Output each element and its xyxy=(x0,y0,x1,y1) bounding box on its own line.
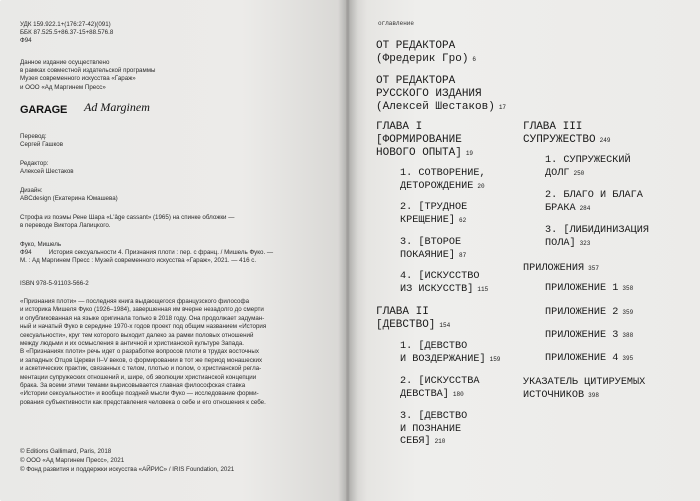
toc-chapter-3: ГЛАВА III СУПРУЖЕСТВО 249 xyxy=(523,121,611,146)
toc-section: 3. [ЛИБИДИНИЗАЦИЯ ПОЛА] 323 xyxy=(545,225,649,249)
toc-section: 2. БЛАГО И БЛАГА БРАКА 284 xyxy=(545,190,643,214)
toc-section: 1. СУПРУЖЕСКИЙ ДОЛГ 250 xyxy=(545,155,631,179)
toc-section: 4. [ИСКУССТВО ИЗ ИСКУССТВ] 115 xyxy=(400,271,489,295)
isbn: ISBN 978-5-91103-566-2 xyxy=(20,280,89,287)
toc-appendix: ПРИЛОЖЕНИЕ 2 359 xyxy=(545,307,634,318)
udk-line: УДК 159.922.1+(176:27-42)(091) xyxy=(20,21,111,28)
toc-appendix: ПРИЛОЖЕНИЕ 1 358 xyxy=(545,283,634,294)
garage-logo: GARAGE xyxy=(20,104,68,116)
ad-marginem-logo: Ad Marginem xyxy=(84,100,150,114)
toc-header: оглавление xyxy=(378,20,415,27)
toc-section: 2. [ИСКУССТВА ДЕВСТВА] 180 xyxy=(400,376,480,400)
toc-chapter-1: ГЛАВА I [ФОРМИРОВАНИЕ НОВОГО ОПЫТА] 19 xyxy=(376,121,474,159)
toc-section: 3. [ВТОРОЕ ПОКАЯНИЕ] 87 xyxy=(400,237,467,261)
toc-chapter-2: ГЛАВА II [ДЕВСТВО] 154 xyxy=(376,306,451,331)
cover-note: Строфа из поэмы Рене Шара «L'âge cassant» (1965) на спинке обложки — в переводе Виктора Лапицкого. xyxy=(20,214,235,230)
toc-section: 3. [ДЕВСТВО И ПОЗНАНИЕ СЕБЯ] 210 xyxy=(400,411,468,447)
toc-appendices: ПРИЛОЖЕНИЯ 357 xyxy=(523,263,599,274)
catalog-card: Фуко, Мишель Ф94 История сексуальности 4. Признания плоти : пер. с франц. / Мишель Фуко. — М. : Ад Маргинем Пресс : Музей современного искусства «Гараж», 2021. — 416 с. xyxy=(20,241,274,265)
book-gutter xyxy=(338,0,358,501)
toc-entry-russian-editor: ОТ РЕДАКТОРА РУССКОГО ИЗДАНИЯ (Алексей Шестаков) 17 xyxy=(376,75,507,113)
classification-block xyxy=(20,21,320,46)
editor-block: Редактор: Алексей Шестаков xyxy=(20,160,74,176)
toc-section: 1. [ДЕВСТВО И ВОЗДЕРЖАНИЕ] 159 xyxy=(400,341,501,365)
toc-appendix: ПРИЛОЖЕНИЕ 4 395 xyxy=(545,353,634,364)
toc-section: 1. СОТВОРЕНИЕ, ДЕТОРОЖДЕНИЕ 20 xyxy=(400,168,486,192)
toc-appendix: ПРИЛОЖЕНИЕ 3 388 xyxy=(545,330,634,341)
translator-block: Перевод: Сергей Гашков xyxy=(20,133,64,149)
copyright-block: © Editions Gallimard, Paris, 2018 © ООО «Ад Маргинем Пресс», 2021 © Фонд развития и поддержки искусства «АЙРИС» / IRIS Foundation, 2021 xyxy=(20,448,235,473)
toc-index: УКАЗАТЕЛЬ ЦИТИРУЕМЫХ ИСТОЧНИКОВ 398 xyxy=(523,377,646,401)
design-block: Дизайн: ABCdesign (Екатерина Юмашева) xyxy=(20,187,118,203)
bbk-line: ББК 87.525.5+86.37-15+88.576.8 xyxy=(20,29,114,37)
toc-section: 2. [ТРУДНОЕ КРЕЩЕНИЕ] 62 xyxy=(400,202,468,226)
left-page xyxy=(0,0,346,501)
f94-line: Ф94 xyxy=(20,37,32,45)
toc-entry-editor: ОТ РЕДАКТОРА (Фредерик Гро) 6 xyxy=(376,40,477,65)
annotation: «Признания плоти» — последняя книга выдающегося французского философа и историка Мишеля Фуко (1926–1984), завершенная им вчерне незадолго до смерти и опубликованная на языке оригинала только в 2018 году. Она продолжает задуман- ный и начатый Фуко в середине 1970-х годов проект под общим названием «История сексуальности», круг тем которого выходит далеко за рамки половых отношений между людьми и их осмысления в античной и христианской культуре Запада. В «Признаниях плоти» речь идет о разработке вопросов плоти в трудах восточных и западных Отцов Церкви II–V веков, о формировании в тот же период монашеских и аскетических практик, связанных с телом, плотью и полом, о христианской регла- ментации супружеских отношений и, шире, об эволюции христианской концепции брака. За всеми этими темами вырисовывается главная философская ставка «Истории сексуальности» и вообще поздней мысли Фуко — исследование форми- рования субъективности как представления человека о себе и его отношения к себе. xyxy=(20,298,267,406)
funding-note: Данное издание осуществлено в рамках совместной издательской программы Музея современного искусства «Гараж» и ООО «Ад Маргинем Пресс» xyxy=(20,59,156,91)
